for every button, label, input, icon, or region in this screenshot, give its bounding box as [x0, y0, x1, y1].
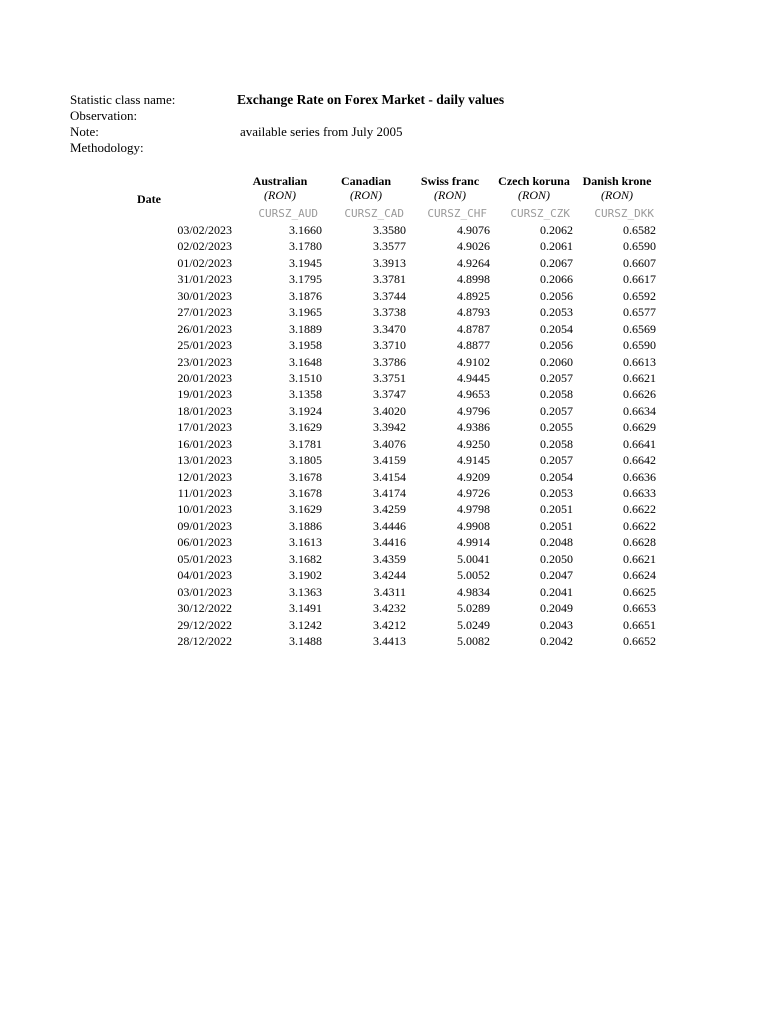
dkk-cell: 0.6653	[623, 601, 656, 616]
czk-cell: 0.2050	[540, 551, 573, 566]
cad-cell: 3.4416	[373, 535, 406, 550]
czk-cell: 0.2057	[540, 403, 573, 418]
table-row	[0, 337, 768, 353]
table-row	[0, 452, 768, 468]
aud-cell: 3.1491	[289, 601, 322, 616]
note-label: Note:	[70, 124, 99, 139]
chf-cell: 5.0052	[457, 568, 490, 583]
date-cell: 29/12/2022	[177, 617, 232, 632]
czk-cell: 0.2061	[540, 239, 573, 254]
cad-cell: 3.4446	[373, 518, 406, 533]
aud-cell: 3.1889	[289, 321, 322, 336]
chf-cell: 5.0082	[457, 633, 490, 648]
date-cell: 20/01/2023	[177, 370, 232, 385]
date-cell: 26/01/2023	[177, 321, 232, 336]
date-cell: 30/01/2023	[177, 288, 232, 303]
table-row	[0, 485, 768, 501]
aud-cell: 3.1805	[289, 453, 322, 468]
aud-cell: 3.1488	[289, 633, 322, 648]
table-header	[0, 174, 768, 206]
table-row	[0, 304, 768, 320]
czk-cell: 0.2058	[540, 436, 573, 451]
chf-cell: 4.9445	[457, 370, 490, 385]
dkk-cell: 0.6622	[623, 502, 656, 517]
cad-cell: 3.3580	[373, 223, 406, 237]
czk-cell: 0.2048	[540, 535, 573, 550]
cad-cell: 3.3751	[373, 370, 406, 385]
dkk-cell: 0.6622	[623, 518, 656, 533]
dkk-cell: 0.6582	[623, 223, 656, 237]
chf-cell: 4.9914	[457, 535, 490, 550]
dkk-cell: 0.6617	[623, 272, 656, 287]
dkk-cell: 0.6636	[623, 469, 656, 484]
date-cell: 19/01/2023	[177, 387, 232, 402]
chf-cell: 5.0249	[457, 617, 490, 632]
chf-cell: 4.9145	[457, 453, 490, 468]
dkk-cell: 0.6628	[623, 535, 656, 550]
cad-cell: 3.3577	[373, 239, 406, 254]
dkk-cell: 0.6590	[623, 239, 656, 254]
czk-cell: 0.2051	[540, 518, 573, 533]
dkk-cell: 0.6577	[623, 305, 656, 320]
table-row	[0, 370, 768, 386]
column-header-dkk	[574, 174, 660, 202]
aud-cell: 3.1876	[289, 288, 322, 303]
table-row	[0, 600, 768, 616]
aud-cell: 3.1358	[289, 387, 322, 402]
chf-cell: 4.8998	[457, 272, 490, 287]
series-code-czk: CURSZ_CZK	[510, 207, 570, 220]
date-cell: 25/01/2023	[177, 338, 232, 353]
table-row	[0, 551, 768, 567]
czk-cell: 0.2053	[540, 305, 573, 320]
table-row	[0, 255, 768, 271]
dkk-cell: 0.6607	[623, 255, 656, 270]
aud-cell: 3.1242	[289, 617, 322, 632]
date-cell: 31/01/2023	[177, 272, 232, 287]
date-cell: 05/01/2023	[177, 551, 232, 566]
column-unit: (RON)	[350, 188, 382, 202]
aud-cell: 3.1902	[289, 568, 322, 583]
aud-cell: 3.1682	[289, 551, 322, 566]
chf-cell: 4.9796	[457, 403, 490, 418]
aud-cell: 3.1363	[289, 584, 322, 599]
date-cell: 27/01/2023	[177, 305, 232, 320]
table-row	[0, 534, 768, 550]
date-cell: 09/01/2023	[177, 518, 232, 533]
czk-cell: 0.2056	[540, 338, 573, 353]
cad-cell: 3.4359	[373, 551, 406, 566]
aud-cell: 3.1629	[289, 502, 322, 517]
column-header-cad	[323, 174, 409, 202]
dkk-cell: 0.6613	[623, 354, 656, 369]
dkk-cell: 0.6642	[623, 453, 656, 468]
aud-cell: 3.1678	[289, 469, 322, 484]
aud-cell: 3.1660	[289, 223, 322, 237]
chf-cell: 4.8925	[457, 288, 490, 303]
cad-cell: 3.3744	[373, 288, 406, 303]
cad-cell: 3.3781	[373, 272, 406, 287]
cad-cell: 3.4259	[373, 502, 406, 517]
chf-cell: 4.9209	[457, 469, 490, 484]
date-cell: 30/12/2022	[177, 601, 232, 616]
column-name: Australian	[252, 174, 308, 188]
cad-cell: 3.3470	[373, 321, 406, 336]
table-row	[0, 386, 768, 402]
chf-cell: 4.9250	[457, 436, 490, 451]
date-cell: 02/02/2023	[177, 239, 232, 254]
czk-cell: 0.2057	[540, 370, 573, 385]
dkk-cell: 0.6626	[623, 387, 656, 402]
czk-cell: 0.2054	[540, 469, 573, 484]
date-cell: 03/01/2023	[177, 584, 232, 599]
table-row	[0, 617, 768, 633]
column-name: Canadian	[340, 174, 392, 188]
czk-cell: 0.2041	[540, 584, 573, 599]
date-cell: 10/01/2023	[177, 502, 232, 517]
series-code-aud: CURSZ_AUD	[258, 207, 318, 220]
dkk-cell: 0.6629	[623, 420, 656, 435]
date-cell: 03/02/2023	[177, 223, 232, 237]
dkk-cell: 0.6621	[623, 551, 656, 566]
date-cell: 12/01/2023	[177, 469, 232, 484]
date-cell: 28/12/2022	[177, 633, 232, 648]
column-header-aud	[237, 174, 323, 202]
cad-cell: 3.4174	[373, 486, 406, 500]
date-cell: 06/01/2023	[177, 535, 232, 550]
chf-cell: 4.8877	[457, 338, 490, 353]
cad-cell: 3.3786	[373, 354, 406, 369]
table-body	[0, 222, 768, 649]
chf-cell: 4.9264	[457, 255, 490, 270]
date-cell: 18/01/2023	[177, 403, 232, 418]
statistic-class-label: Statistic class name:	[70, 92, 176, 107]
chf-cell: 4.8787	[457, 321, 490, 336]
czk-cell: 0.2058	[540, 387, 573, 402]
table-row	[0, 584, 768, 600]
aud-cell: 3.1965	[289, 305, 322, 320]
date-cell: 04/01/2023	[177, 568, 232, 583]
chf-cell: 5.0041	[457, 551, 490, 566]
column-unit: (RON)	[518, 188, 550, 202]
table-row	[0, 222, 768, 238]
dkk-cell: 0.6569	[623, 321, 656, 336]
methodology-row	[70, 140, 690, 156]
aud-cell: 3.1795	[289, 272, 322, 287]
chf-cell: 4.9726	[457, 486, 490, 500]
methodology-value	[237, 140, 690, 156]
chf-cell: 4.9834	[457, 584, 490, 599]
cad-cell: 3.3710	[373, 338, 406, 353]
chf-cell: 4.8793	[457, 305, 490, 320]
cad-cell: 3.4413	[373, 633, 406, 648]
dkk-cell: 0.6590	[623, 338, 656, 353]
note-row	[70, 124, 690, 140]
table-row	[0, 501, 768, 517]
date-cell: 17/01/2023	[177, 420, 232, 435]
aud-cell: 3.1613	[289, 535, 322, 550]
series-code-dkk: CURSZ_DKK	[594, 207, 654, 220]
czk-cell: 0.2067	[540, 255, 573, 270]
chf-cell: 5.0289	[457, 601, 490, 616]
series-code-cad: CURSZ_CAD	[344, 207, 404, 220]
cad-cell: 3.4212	[373, 617, 406, 632]
table-row	[0, 238, 768, 254]
statistic-class-row	[70, 92, 690, 108]
aud-cell: 3.1886	[289, 518, 322, 533]
czk-cell: 0.2042	[540, 633, 573, 648]
date-cell: 01/02/2023	[177, 255, 232, 270]
aud-cell: 3.1780	[289, 239, 322, 254]
observation-row	[70, 108, 690, 124]
table-row	[0, 567, 768, 583]
methodology-label: Methodology:	[70, 140, 144, 155]
dkk-cell: 0.6621	[623, 370, 656, 385]
czk-cell: 0.2047	[540, 568, 573, 583]
chf-cell: 4.9026	[457, 239, 490, 254]
dkk-cell: 0.6624	[623, 568, 656, 583]
table-row	[0, 271, 768, 287]
chf-cell: 4.9908	[457, 518, 490, 533]
aud-cell: 3.1924	[289, 403, 322, 418]
dkk-cell: 0.6633	[623, 486, 656, 500]
cad-cell: 3.4311	[373, 584, 406, 599]
metadata-block	[70, 92, 690, 156]
aud-cell: 3.1648	[289, 354, 322, 369]
czk-cell: 0.2051	[540, 502, 573, 517]
column-header-chf	[407, 174, 493, 202]
date-cell: 16/01/2023	[177, 436, 232, 451]
chf-cell: 4.9102	[457, 354, 490, 369]
dkk-cell: 0.6625	[623, 584, 656, 599]
chf-cell: 4.9798	[457, 502, 490, 517]
aud-cell: 3.1510	[289, 370, 322, 385]
czk-cell: 0.2043	[540, 617, 573, 632]
table-row	[0, 354, 768, 370]
table-row	[0, 436, 768, 452]
table-row	[0, 321, 768, 337]
czk-cell: 0.2056	[540, 288, 573, 303]
column-name: Danish krone	[582, 174, 652, 188]
cad-cell: 3.4244	[373, 568, 406, 583]
date-cell: 23/01/2023	[177, 354, 232, 369]
cad-cell: 3.3747	[373, 387, 406, 402]
czk-cell: 0.2049	[540, 601, 573, 616]
chf-cell: 4.9386	[457, 420, 490, 435]
chf-cell: 4.9076	[457, 223, 490, 237]
statistic-class-value: Exchange Rate on Forex Market - daily values	[237, 92, 505, 107]
cad-cell: 3.3738	[373, 305, 406, 320]
observation-value	[237, 108, 690, 124]
aud-cell: 3.1678	[289, 486, 322, 500]
dkk-cell: 0.6651	[623, 617, 656, 632]
column-unit: (RON)	[264, 188, 296, 202]
dkk-cell: 0.6652	[623, 633, 656, 648]
date-cell: 13/01/2023	[177, 453, 232, 468]
series-code-chf: CURSZ_CHF	[427, 207, 487, 220]
note-value: available series from July 2005	[240, 124, 403, 139]
cad-cell: 3.4154	[373, 469, 406, 484]
chf-cell: 4.9653	[457, 387, 490, 402]
column-header-czk	[491, 174, 577, 202]
observation-label: Observation:	[70, 108, 138, 123]
table-row	[0, 288, 768, 304]
cad-cell: 3.4076	[373, 436, 406, 451]
column-name: Swiss franc	[420, 174, 480, 188]
column-name: Czech koruna	[498, 174, 570, 188]
czk-cell: 0.2053	[540, 486, 573, 500]
series-code-row	[0, 206, 768, 222]
czk-cell: 0.2066	[540, 272, 573, 287]
exchange-rate-table	[0, 174, 768, 649]
czk-cell: 0.2054	[540, 321, 573, 336]
dkk-cell: 0.6641	[623, 436, 656, 451]
table-row	[0, 633, 768, 649]
column-unit: (RON)	[434, 188, 466, 202]
czk-cell: 0.2062	[540, 223, 573, 237]
aud-cell: 3.1945	[289, 255, 322, 270]
cad-cell: 3.4020	[373, 403, 406, 418]
table-row	[0, 469, 768, 485]
cad-cell: 3.3913	[373, 255, 406, 270]
column-unit: (RON)	[601, 188, 633, 202]
dkk-cell: 0.6592	[623, 288, 656, 303]
cad-cell: 3.3942	[373, 420, 406, 435]
date-column-header: Date	[137, 192, 161, 206]
date-cell: 11/01/2023	[177, 486, 232, 500]
aud-cell: 3.1958	[289, 338, 322, 353]
czk-cell: 0.2055	[540, 420, 573, 435]
aud-cell: 3.1781	[289, 436, 322, 451]
cad-cell: 3.4159	[373, 453, 406, 468]
dkk-cell: 0.6634	[623, 403, 656, 418]
czk-cell: 0.2057	[540, 453, 573, 468]
table-row	[0, 518, 768, 534]
table-row	[0, 419, 768, 435]
table-row	[0, 403, 768, 419]
cad-cell: 3.4232	[373, 601, 406, 616]
aud-cell: 3.1629	[289, 420, 322, 435]
czk-cell: 0.2060	[540, 354, 573, 369]
